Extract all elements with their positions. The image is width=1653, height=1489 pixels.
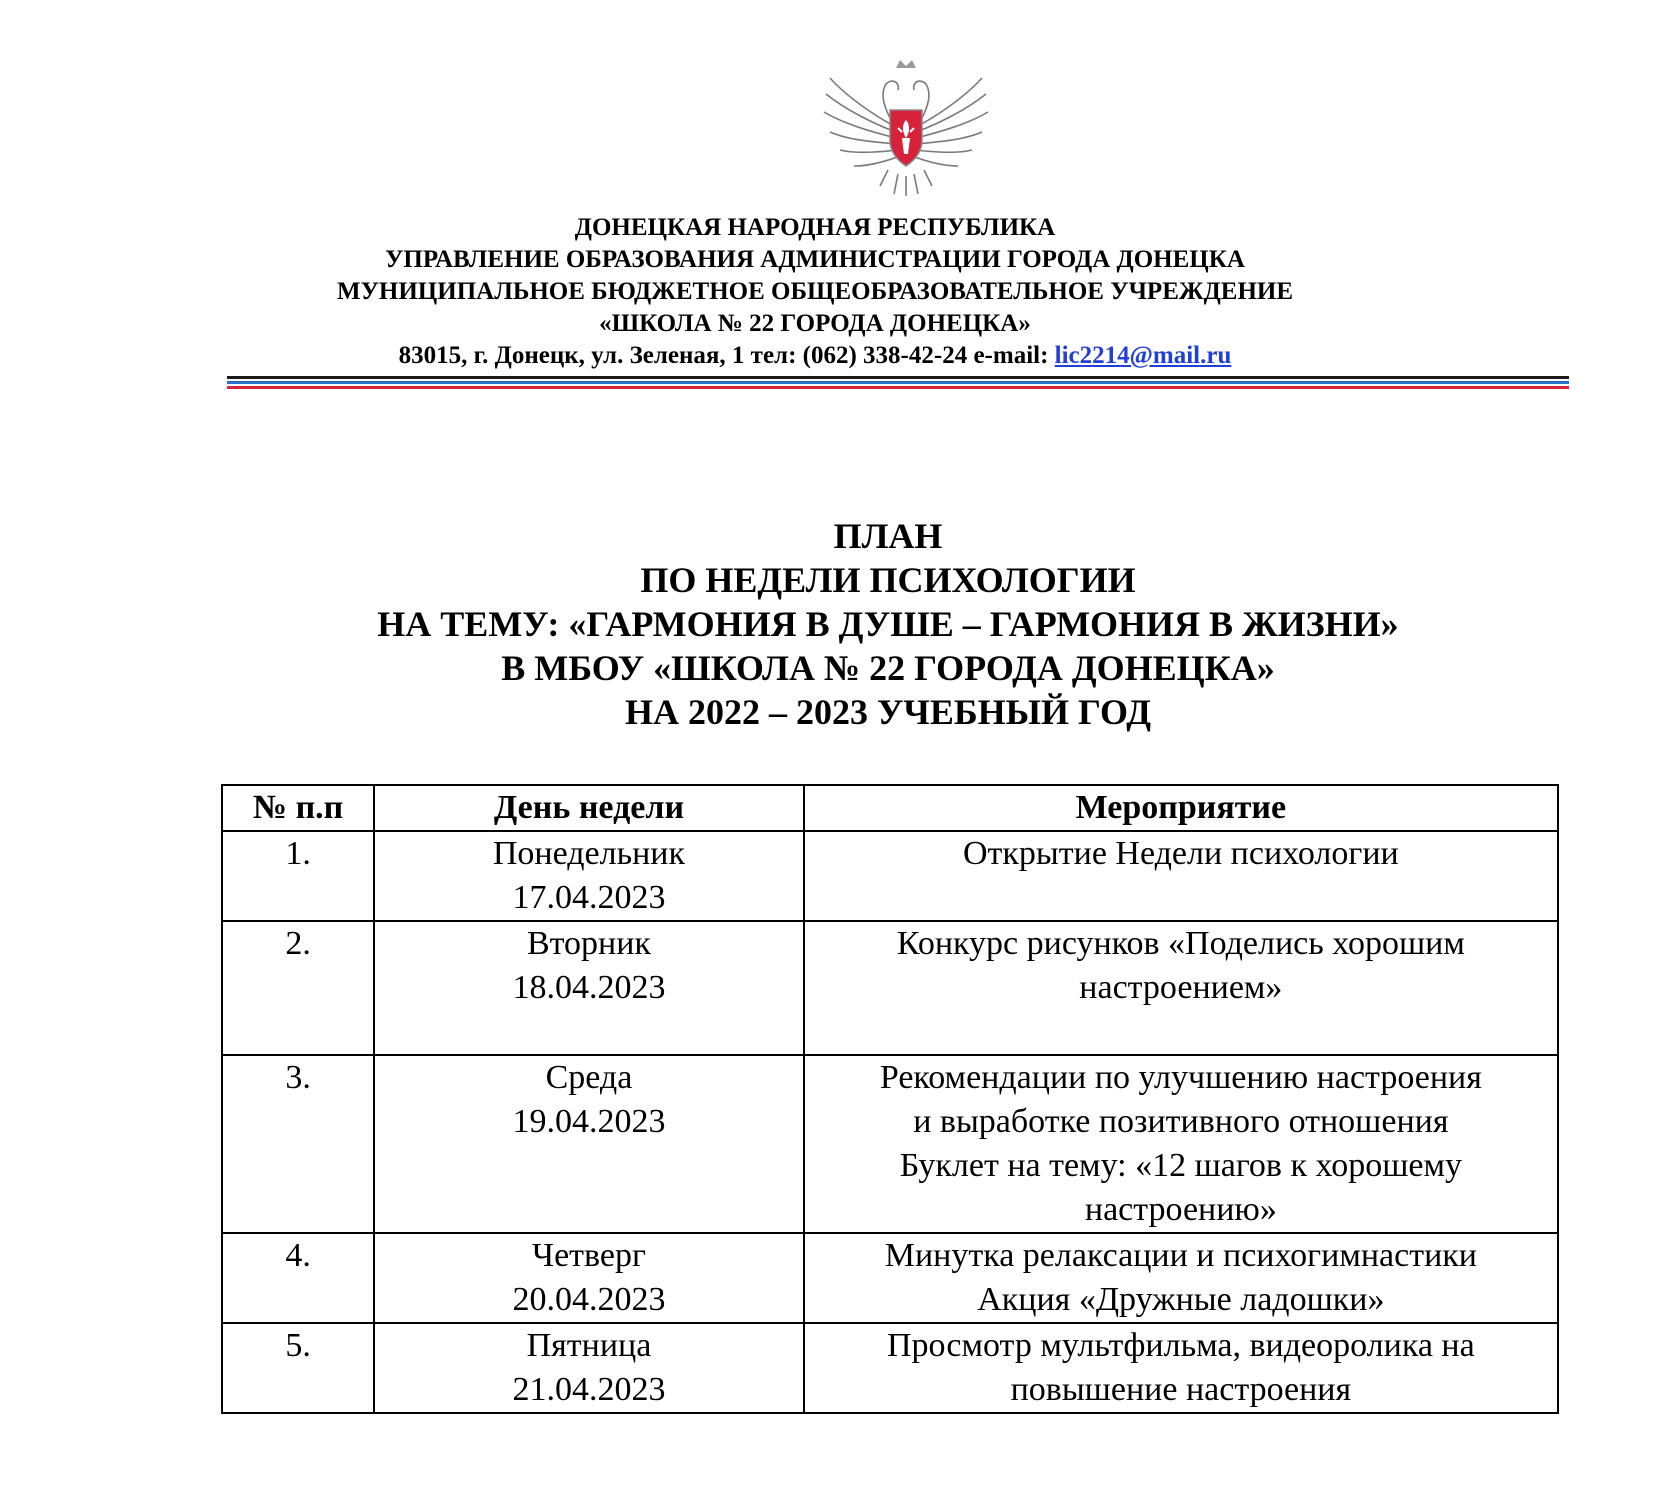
- table-row: [222, 1323, 1558, 1413]
- event-line: Буклет на тему: «12 шагов к хорошему: [899, 1147, 1462, 1184]
- flag-separator-lines: [227, 376, 1569, 392]
- header-number: № п.п: [222, 785, 374, 831]
- header-event: Мероприятие: [804, 785, 1558, 831]
- weekday-name: Четверг: [531, 1237, 646, 1274]
- plan-table: [221, 784, 1559, 1414]
- event-line: настроением»: [1079, 969, 1283, 1006]
- title-line-school: В МБОУ «ШКОЛА № 22 ГОРОДА ДОНЕЦКА»: [501, 648, 1275, 688]
- contacts-text: 83015, г. Донецк, ул. Зеленая, 1 тел: (062) 338-42-24 e-mail:: [398, 342, 1055, 369]
- table-row: [222, 831, 1558, 921]
- event-line: Минутка релаксации и психогимнастики: [884, 1237, 1477, 1274]
- separator-line-red: [227, 386, 1569, 389]
- email-link[interactable]: lic2214@mail.ru: [1054, 342, 1232, 369]
- event-line: Акция «Дружные ладошки»: [977, 1281, 1385, 1318]
- document-title: [150, 514, 1626, 734]
- title-line-subject: ПО НЕДЕЛИ ПСИХОЛОГИИ: [640, 560, 1136, 600]
- organization-header: [150, 212, 1480, 372]
- weekday-date: 17.04.2023: [512, 879, 666, 916]
- title-line-plan: ПЛАН: [833, 516, 943, 556]
- weekday-name: Вторник: [526, 925, 651, 962]
- cell-weekday: [374, 831, 804, 921]
- cell-event: [804, 1055, 1558, 1233]
- title-line-theme: НА ТЕМУ: «ГАРМОНИЯ В ДУШЕ – ГАРМОНИЯ В ЖИЗНИ»: [377, 604, 1399, 644]
- weekday-name: Понедельник: [492, 835, 686, 872]
- table-row: [222, 921, 1558, 1055]
- header-line-republic: ДОНЕЦКАЯ НАРОДНАЯ РЕСПУБЛИКА: [574, 214, 1056, 241]
- cell-weekday: [374, 921, 804, 1055]
- cell-number: 2.: [222, 921, 374, 1055]
- separator-line-blue: [227, 381, 1569, 384]
- event-line: настроению»: [1084, 1191, 1277, 1228]
- table-row: [222, 1233, 1558, 1323]
- header-weekday: День недели: [374, 785, 804, 831]
- weekday-date: 20.04.2023: [512, 1281, 666, 1318]
- cell-weekday: [374, 1323, 804, 1413]
- cell-number: 5.: [222, 1323, 374, 1413]
- cell-event: [804, 831, 1558, 921]
- cell-weekday: [374, 1055, 804, 1233]
- event-line: Рекомендации по улучшению настроения: [879, 1059, 1482, 1096]
- event-line: и выработке позитивного отношения: [913, 1103, 1449, 1140]
- event-line: Конкурс рисунков «Поделись хорошим: [896, 925, 1465, 962]
- weekday-date: 21.04.2023: [512, 1371, 666, 1408]
- event-line: повышение настроения: [1010, 1371, 1352, 1408]
- header-line-institution: МУНИЦИПАЛЬНОЕ БЮДЖЕТНОЕ ОБЩЕОБРАЗОВАТЕЛЬНОЕ УЧРЕЖДЕНИЕ: [336, 278, 1294, 305]
- cell-number: 3.: [222, 1055, 374, 1233]
- cell-event: [804, 1323, 1558, 1413]
- title-line-year: НА 2022 – 2023 УЧЕБНЫЙ ГОД: [625, 692, 1151, 732]
- double-headed-eagle-coat-of-arms-icon: [818, 58, 994, 198]
- weekday-name: Среда: [545, 1059, 633, 1096]
- cell-weekday: [374, 1233, 804, 1323]
- cell-number: 1.: [222, 831, 374, 921]
- separator-line-black: [227, 376, 1569, 379]
- cell-event: [804, 1233, 1558, 1323]
- header-line-school: «ШКОЛА № 22 ГОРОДА ДОНЕЦКА»: [599, 310, 1031, 337]
- weekday-date: 18.04.2023: [512, 969, 666, 1006]
- event-line: Просмотр мультфильма, видеоролика на: [887, 1327, 1475, 1364]
- weekday-date: 19.04.2023: [512, 1103, 666, 1140]
- table-row: [222, 1055, 1558, 1233]
- event-line: Открытие Недели психологии: [963, 835, 1399, 872]
- weekday-name: Пятница: [526, 1327, 652, 1364]
- cell-event: [804, 921, 1558, 1055]
- header-line-department: УПРАВЛЕНИЕ ОБРАЗОВАНИЯ АДМИНИСТРАЦИИ ГОРОДА ДОНЕЦКА: [385, 246, 1245, 273]
- cell-number: 4.: [222, 1233, 374, 1323]
- header-contacts: [150, 340, 1480, 372]
- table-header-row: [222, 785, 1558, 831]
